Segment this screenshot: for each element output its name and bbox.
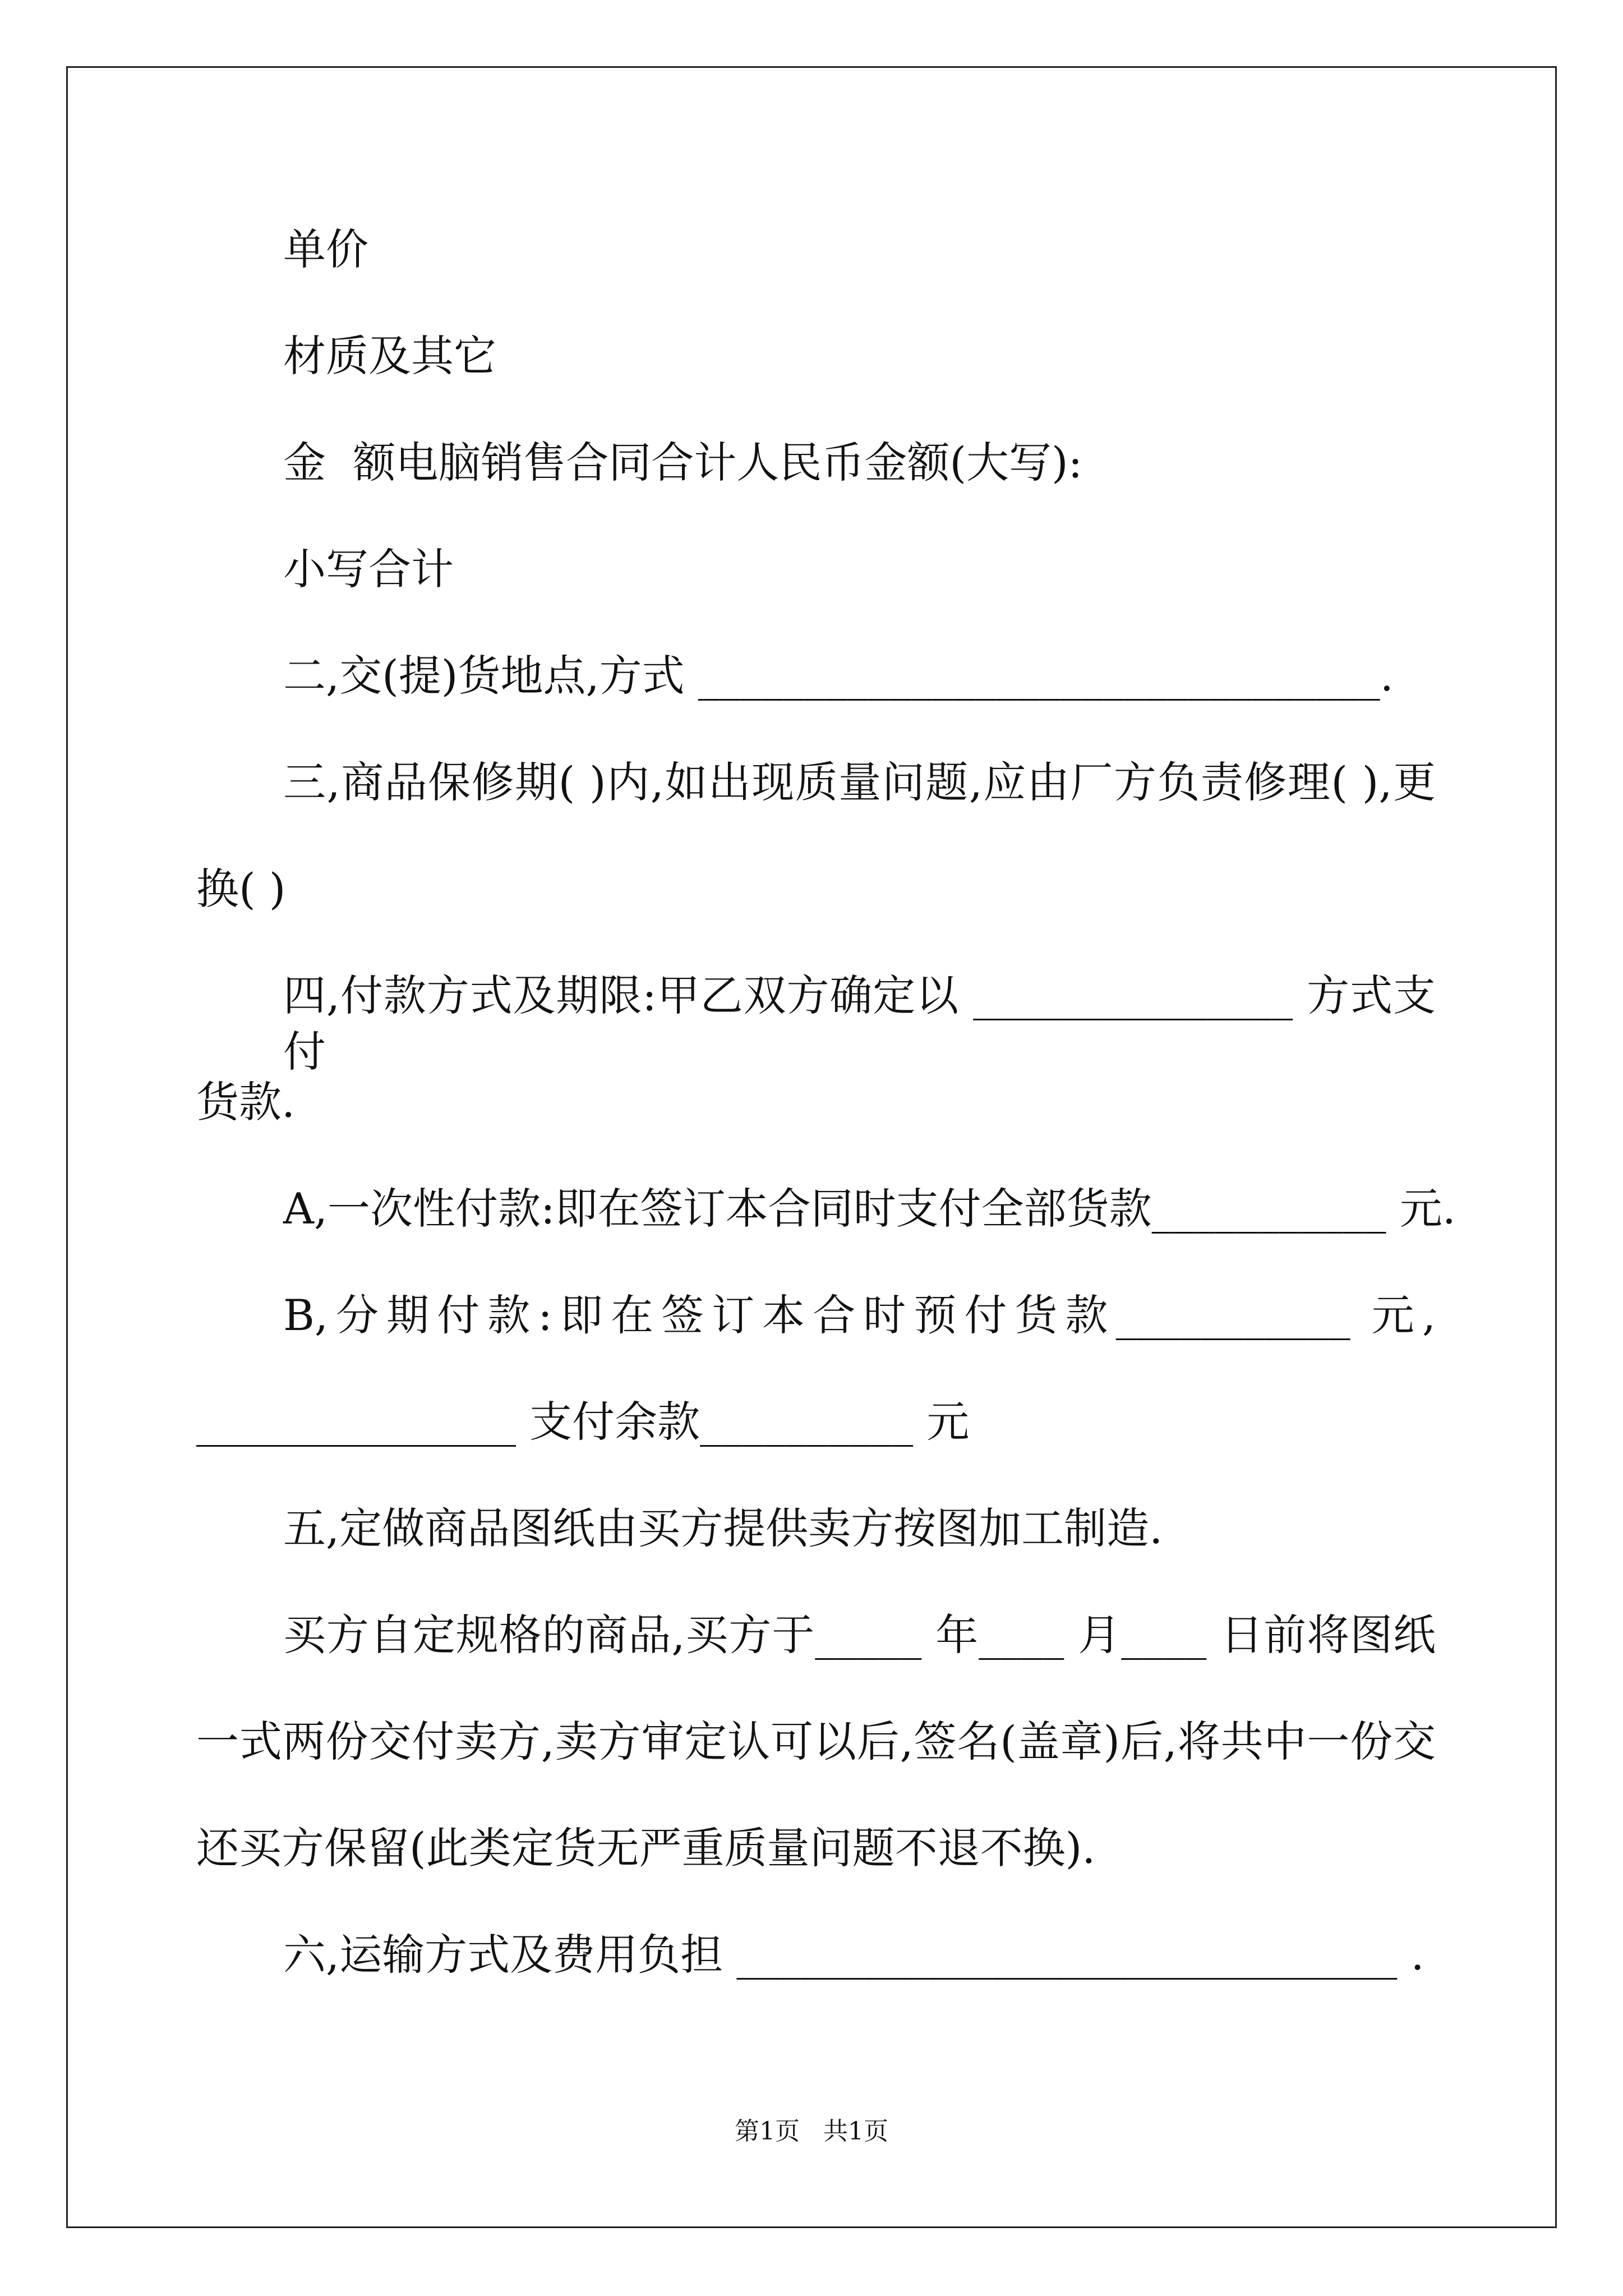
text-line-buyer-spec: 买方自定规格的商品,买方于_____ 年____ 月____ 日前将图纸 bbox=[283, 1610, 1436, 1660]
text-line-payment-a: A,一次性付款:即在签订本合同时支付全部货款___________ 元. bbox=[283, 1184, 1456, 1234]
text-line-payment-b: B,分期付款:即在签订本合时预付货款___________ 元, bbox=[283, 1290, 1436, 1340]
text-line-payment-cont: 货款. bbox=[196, 1077, 296, 1127]
text-line-unit-price: 单价 bbox=[283, 224, 368, 274]
page-footer: 第1页 共1页 bbox=[735, 2117, 888, 2146]
text-line-buyer-spec-cont: 一式两份交付卖方,卖方审定认可以后,签名(盖章)后,将共中一份交 bbox=[196, 1717, 1436, 1766]
text-line-payment-b-cont: _______________ 支付余款__________ 元 bbox=[196, 1397, 970, 1447]
text-line-total-amount: 金 额电脑销售合同合计人民币金额(大写): bbox=[283, 438, 1083, 487]
text-line-custom-drawing: 五,定做商品图纸由买方提供卖方按图加工制造. bbox=[283, 1503, 1163, 1553]
text-line-material: 材质及其它 bbox=[283, 331, 496, 381]
text-line-warranty-cont: 换( ) bbox=[196, 864, 286, 914]
text-line-warranty: 三,商品保修期( )内,如出现质量问题,应由厂方负责修理( ),更 bbox=[283, 757, 1436, 807]
text-line-lowercase-total: 小写合计 bbox=[283, 544, 454, 594]
text-line-transport: 六,运输方式及费用负担 _______________________________ . bbox=[283, 1930, 1424, 1980]
text-line-delivery: 二,交(提)货地点,方式 ________________________________. bbox=[283, 651, 1394, 701]
page-border bbox=[66, 66, 1557, 2228]
text-line-payment: 四,付款方式及期限:甲乙双方确定以 _______________ 方式支付 bbox=[283, 970, 1436, 1076]
text-line-buyer-spec-end: 还买方保留(此类定货无严重质量问题不退不换). bbox=[196, 1823, 1096, 1873]
